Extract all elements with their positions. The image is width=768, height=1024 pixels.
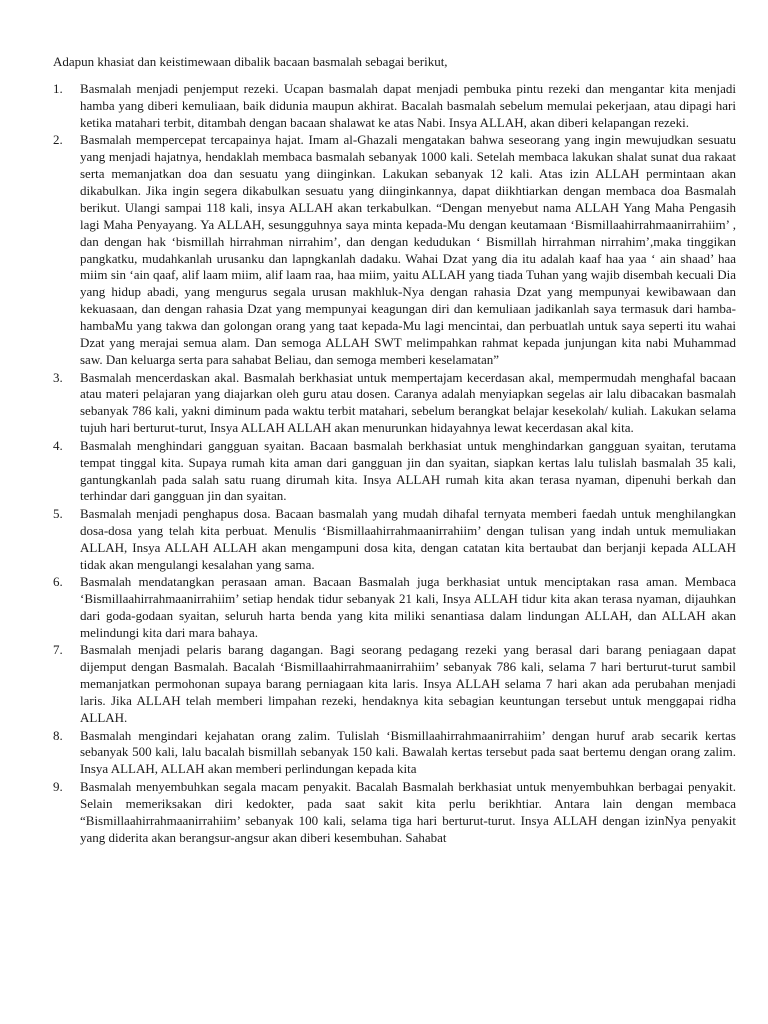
item-text: Basmalah mengindari kejahatan orang zalim. Tulislah ‘Bismillaahirrahmaanirrahiim’ dengan huruf arab secarik kertas sebanyak 500 kali, lalu bacalah bismillah sebanyak 150 kali. Bawalah kertas tersebut pada saat bertemu dengan orang zalim. Insya ALLAH, ALLAH akan memberi perlindungan kepada kita [80, 727, 736, 777]
item-number: 9. [53, 778, 63, 794]
item-text: Basmalah menjadi penghapus dosa. Bacaan basmalah yang mudah dihafal ternyata memberi faedah untuk menghilangkan dosa-dosa yang telah kita perbuat. Menulis ‘Bismillaahirrahmaanirrahiim’ dengan tulisan yang indah untuk memuliakan ALLAH, Insya ALLAH ALLAH akan mengampuni dosa kita, dengan catatan kita bertaubat dan berjanji kepada ALLAH tidak akan mengulangi kesalahan yang sama. [80, 505, 736, 572]
list-item [53, 642, 736, 727]
item-text: Basmalah mencerdaskan akal. Basmalah berkhasiat untuk mempertajam kecerdasan akal, mempermudah menghafal bacaan atau materi pelajaran yang diajarkan oleh guru atau dosen. Caranya adalah menyiapkan segelas air lalu dibacakan basmalah sebanyak 786 kali, yakni diminum pada waktu terbit matahari, sebelum berangkat belajar kesekolah/ kuliah. Lakukan selama tujuh hari berturut-turut, Insya ALLAH ALLAH akan menurunkan hidayahnya lewat kecerdasan akal kita. [80, 369, 736, 436]
item-number: 7. [53, 642, 63, 658]
list-item [53, 728, 736, 779]
item-text: Basmalah menjadi pelaris barang dagangan. Bagi seorang pedagang rezeki yang berasal dari barang peniagaan dapat dijemput dengan Basmalah. Bacalah ‘Bismillaahirrahmaanirrahiim’ sebanyak 786 kali, selama 7 hari berturut-turut sambil memanjatkan permohonan supaya barang perniagaan kita laris. Insya ALLAH selama 7 hari akan ada perubahan menjadi laris. Jika ALLAH telah memberi limpahan rezeki, hendaknya kita sebagian keuntungan tersebut untuk menggapai ridha ALLAH. [80, 642, 736, 725]
item-number: 2. [53, 132, 63, 148]
list-item [53, 574, 736, 642]
item-text: Basmalah menghindari gangguan syaitan. Bacaan basmalah berkhasiat untuk menghindarkan gangguan syaitan, terutama tempat tinggal kita. Supaya rumah kita aman dari gangguan jin dan syaitan, siapkan kertas lalu tulislah basmalah 35 kali, gantungkanlah pada salah satu ruang dirumah kita. Insya ALLAH rumah kita akan terasa nyaman, dipenuhi berkah dan terhindar dari gangguan jin dan syaitan. [80, 437, 736, 504]
item-number: 4. [53, 437, 63, 453]
list-item [53, 506, 736, 574]
benefits-list [53, 81, 736, 847]
item-text: Basmalah mempercepat tercapainya hajat. Imam al-Ghazali mengatakan bahwa seseorang yang ingin mewujudkan sesuatu yang menjadi hajatnya, hendaklah membaca basmalah sebanyak 1000 kali. Setelah membaca lakukan shalat sunat dua rakaat serta memanjatkan doa dan sesuatu yang diinginkan. Lakukan sebanyak 12 kali. Atas izin ALLAH permintaan akan dikabulkan. Jika ingin segera dikabulkan sesuatu yang diinginkannya, dapat diikhtiarkan dengan membaca doa Basmalah berikut. Ulangi sampai 118 kali, insya ALLAH akan terkabulkan. “Dengan menyebut nama ALLAH Yang Maha Pengasih lagi Maha Penyayang. Ya ALLAH, sesungguhnya saya minta kepada-Mu dengan keutamaan ‘Bismillaahirrahmaanirrahiim’ , dan dengan hak ‘bismillah hirrahman nirrahim’, dan dengan kedudukan ‘ Bismillah hirrahman nirrahim’,maka tinggikan pangkatku, mudahkanlah urusanku dan lapngkanlah dadaku. Wahai Dzat yang dia itu adalah kaaf haa yaa ‘ ain shaad’ haa miim sin ‘ain qaaf, alif laam miim, alif laam raa, haa miim, yaitu ALLAH yang tiada Tuhan yang wajib disembah kecuali Dia yang hidup abadi, yang mengurus segala urusan makhluk-Nya dengan rahasia Dzat yang mempunyai kewibawaan dan kekuasaan, dan dengan rahasia Dzat yang mempunyai keagungan diri dan kemuliaan jadikanlah saya termasuk dari hamba-hambaMu yang takwa dan golongan orang yang taat kepada-Mu lagi mencintai, dan perbuatlah untuk saya seperti itu wahai Dzat yang merajai semua alam. Dan semoga ALLAH SWT melimpahkan rahmat kepada junjungan kita nabi Muhammad saw. Dan keluarga serta para sahabat Beliau, dan semoga memberi keselamatan” [80, 132, 736, 367]
item-number: 6. [53, 574, 63, 590]
list-item [53, 779, 736, 847]
list-item [53, 438, 736, 506]
intro-paragraph: Adapun khasiat dan keistimewaan dibalik bacaan basmalah sebagai berikut, [53, 54, 448, 69]
item-number: 3. [53, 369, 63, 385]
item-number: 5. [53, 505, 63, 521]
item-number: 8. [53, 727, 63, 743]
list-item [53, 81, 736, 132]
list-item [53, 370, 736, 438]
list-item [53, 132, 736, 369]
item-text: Basmalah menyembuhkan segala macam penyakit. Bacalah Basmalah berkhasiat untuk menyembuhkan berbagai penyakit. Selain memeriksakan diri kedokter, pada saat sakit kita perlu berikhtiar. Antara lain dengan membaca “Bismillaahirrahmaanirrahiim’ sebanyak 100 kali, selama tiga hari berturut-turut. Insya ALLAH dengan izinNya penyakit yang diderita akan berangsur-angsur akan diberi kesembuhan. Sahabat [80, 778, 736, 845]
item-text: Basmalah menjadi penjemput rezeki. Ucapan basmalah dapat menjadi pembuka pintu rezeki dan mengantar kita menjadi hamba yang diberi kemuliaan, baik didunia maupun akhirat. Bacalah basmalah sebelum memulai pekerjaan, atau dipagi hari ketika matahari terbit, ditambah dengan bacaan shalawat ke atas Nabi. Insya ALLAH, akan diberi kelapangan rezeki. [80, 80, 736, 130]
item-text: Basmalah mendatangkan perasaan aman. Bacaan Basmalah juga berkhasiat untuk menciptakan rasa aman. Membaca ‘Bismillaahirrahmaanirrahiim’ setiap hendak tidur sebanyak 21 kali, Insya ALLAH tidur kita akan terasa nyaman, dijauhkan dari goda-godaan syaitan, seluruh harta benda yang kita miliki senantiasa dalam lindungan ALLAH, dan ALLAH akan melindungi kita dari mara bahaya. [80, 574, 736, 640]
item-number: 1. [53, 80, 63, 96]
document-page [53, 54, 736, 847]
